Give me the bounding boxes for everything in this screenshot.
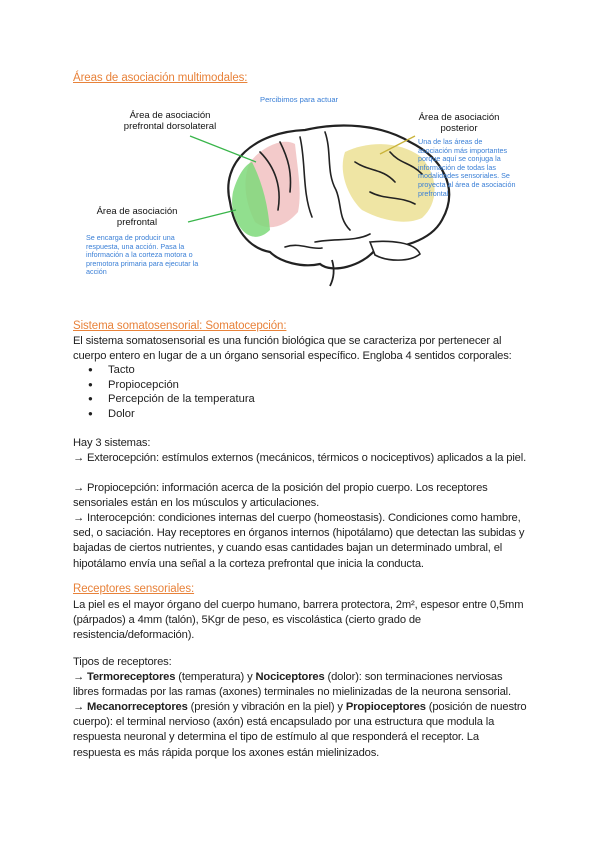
leader-dorsolateral: [190, 136, 256, 162]
figure-top-caption: Percibimos para actuar: [260, 95, 339, 104]
list-item: ● Dolor: [88, 407, 255, 422]
heading-areas-asociacion: Áreas de asociación multimodales:: [73, 72, 248, 84]
heading-receptores-sensoriales: Receptores sensoriales:: [73, 583, 195, 595]
systems-title: Hay 3 sistemas:: [73, 437, 151, 449]
note-prefrontal: Se encarga de producir una respuesta, una acción. Pasa la información a la corteza motora o premotora primaria para ejecutar la acción: [86, 233, 199, 277]
term-termoreceptores: Termoreceptores: [87, 671, 176, 683]
term-mecanorreceptores: Mecanorreceptores: [87, 701, 188, 713]
term-nociceptores: Nociceptores: [255, 671, 325, 683]
sentidos-list: [88, 363, 255, 421]
brain-figure: [70, 92, 532, 292]
system-propiocepcion: → Propiocepción: información acerca de la posición del propio cuerpo. Los receptores sensoriales están en los músculos y articulaciones.: [73, 482, 488, 510]
system-interocepcion: → Interocepción: condiciones internas del cuerpo (homeostasis). Condiciones como hambre, sed, o saciación. Hay receptores en órganos internos (hipotálamo) que detectan las subidas y bajadas de ciertos nutrientes, y cuando esas cantidades bajan un determinado umbral, el hipotálamo envía una señal a la corteza prefrontal que inicia la conducta.: [73, 512, 525, 570]
list-item: ● Tacto: [88, 363, 255, 378]
receptor-item-termo-noci: → Termoreceptores (temperatura) y Nociceptores (dolor): son terminaciones nerviosas libres formadas por las ramas (axones) terminales no mielinizadas de la neurona sensorial.: [73, 671, 511, 699]
leader-prefrontal: [188, 210, 236, 222]
somatosensorial-intro: El sistema somatosensorial es una función biológica que se caracteriza por pertenecer al cuerpo entero en lugar de a un órgano sensorial específico. Engloba 4 sentidos corporales:: [73, 335, 512, 363]
system-exterocepcion: → Exterocepción: estímulos externos (mecánicos, térmicos o nociceptivos) aplicados a la piel.: [73, 452, 527, 464]
list-item: ● Propiocepción: [88, 378, 255, 393]
note-posterior: Una de las áreas de asociación más importantes porque aquí se conjuga la información de todas las modalidades sensoriales. Se proyecta al área de asociación prefrontal: [418, 137, 516, 198]
heading-sistema-somatosensorial: Sistema somatosensorial: Somatocepción:: [73, 320, 287, 332]
list-item: ● Percepción de la temperatura: [88, 392, 255, 407]
label-prefrontal: Área de asociación prefrontal: [96, 206, 178, 228]
piel-paragraph: La piel es el mayor órgano del cuerpo humano, barrera protectora, 2m², espesor entre 0,5mm (párpados) a 4mm (talón), 5Kgr de peso, es viscolástica (cierto grado de resistencia/deformación).: [73, 599, 524, 642]
term-propioceptores: Propioceptores: [345, 701, 426, 713]
receptor-item-mecano-propio: → Mecanorreceptores (presión y vibración en la piel) y Propioceptores (posición de nuestro cuerpo): el terminal nervioso (axón) está encapsulado por una estructura que modula la respuesta neuronal y determina el tipo de estímulo al que responderá el receptor. La respuesta es más rápida porque los axones están mielinizados.: [73, 701, 527, 759]
label-dorsolateral: Área de asociación prefrontal dorsolateral: [123, 110, 217, 132]
label-posterior: Área de asociación posterior: [418, 112, 500, 134]
types-title: Tipos de receptores:: [73, 656, 172, 668]
